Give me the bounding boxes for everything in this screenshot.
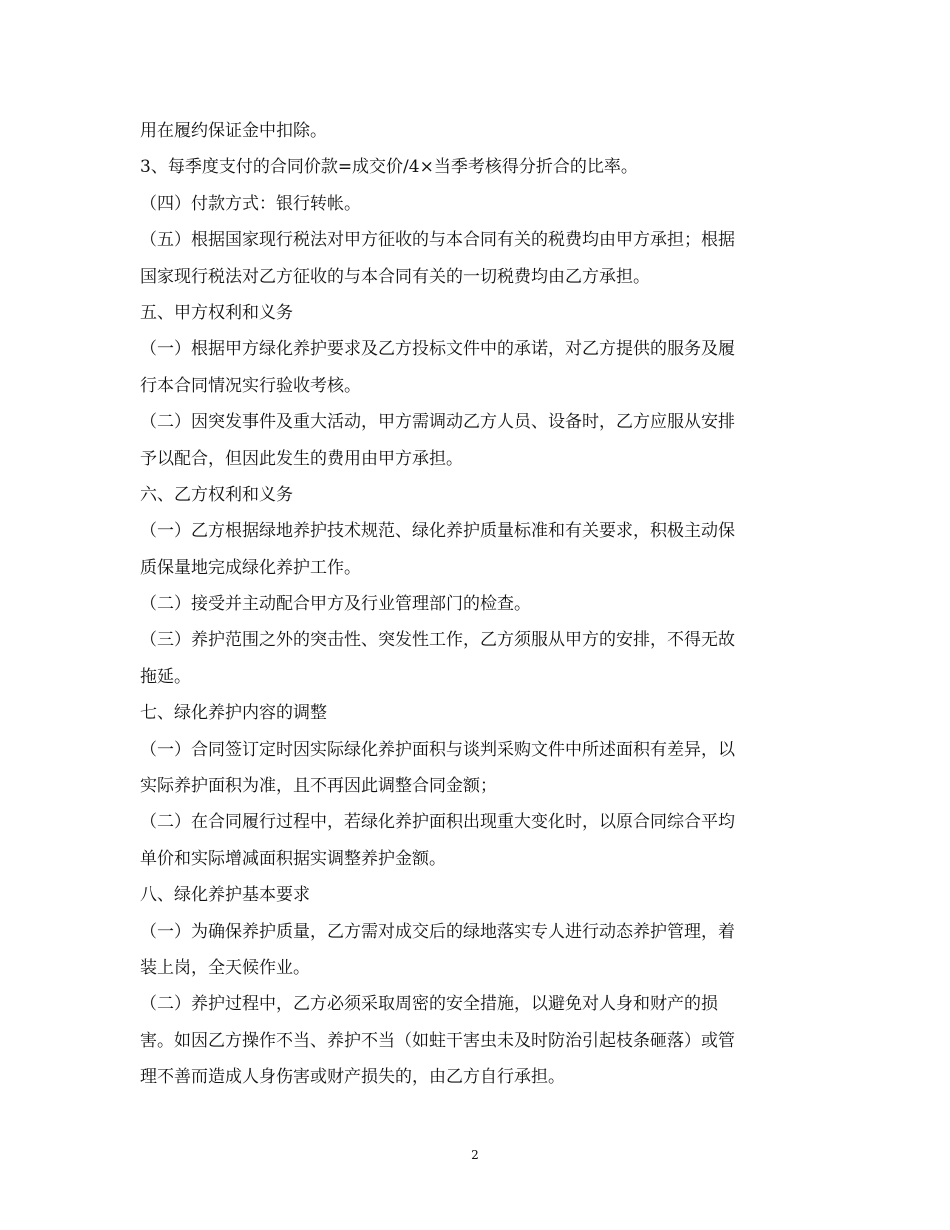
section-heading: 六、乙方权利和义务 — [140, 484, 293, 505]
section-heading: 八、绿化养护基本要求 — [140, 885, 310, 906]
text-line: 质保量地完成绿化养护工作。 — [140, 557, 361, 578]
text-line: 实际养护面积为准，且不再因此调整合同金额； — [140, 776, 497, 797]
text-line: 用在履约保证金中扣除。 — [140, 121, 327, 141]
text-line: （一）合同签订定时因实际绿化养护面积与谈判采购文件中所述面积有差异，以 — [140, 739, 735, 760]
section-heading: 五、甲方权利和义务 — [140, 302, 293, 323]
text-line: （四）付款方式：银行转帐。 — [140, 193, 361, 214]
text-line: （二）因突发事件及重大活动，甲方需调动乙方人员、设备时，乙方应服从安排 — [140, 412, 735, 433]
text-line: 理不善而造成人身伤害或财产损失的，由乙方自行承担。 — [140, 1067, 565, 1088]
text-line: （三）养护范围之外的突击性、突发性工作，乙方须服从甲方的安排，不得无故 — [140, 630, 735, 651]
text-line: （一）乙方根据绿地养护技术规范、绿化养护质量标准和有关要求，积极主动保 — [140, 521, 735, 542]
text-line: 行本合同情况实行验收考核。 — [140, 375, 361, 396]
text-line: （一）为确保养护质量，乙方需对成交后的绿地落实专人进行动态养护管理，着 — [140, 921, 735, 942]
text-line: 拖延。 — [140, 666, 191, 687]
text-line: 3、每季度支付的合同价款=成交价/4×当季考核得分折合的比率。 — [140, 157, 638, 178]
body-text — [140, 113, 810, 1096]
text-line: 装上岗，全天候作业。 — [140, 957, 310, 978]
text-line: （二）接受并主动配合甲方及行业管理部门的检查。 — [140, 594, 531, 615]
page-number: 2 — [471, 1148, 479, 1162]
text-line: （一）根据甲方绿化养护要求及乙方投标文件中的承诺，对乙方提供的服务及履 — [140, 339, 735, 360]
text-line: （二）在合同履行过程中，若绿化养护面积出现重大变化时，以原合同综合平均 — [140, 812, 735, 833]
text-line: 国家现行税法对乙方征收的与本合同有关的一切税费均由乙方承担。 — [140, 266, 650, 287]
text-line: （五）根据国家现行税法对甲方征收的与本合同有关的税费均由甲方承担；根据 — [140, 230, 735, 251]
text-line: 单价和实际增减面积据实调整养护金额。 — [140, 848, 446, 869]
section-heading: 七、绿化养护内容的调整 — [140, 703, 327, 724]
text-line: 予以配合，但因此发生的费用由甲方承担。 — [140, 448, 463, 469]
text-line: 害。如因乙方操作不当、养护不当（如蛀干害虫未及时防治引起枝条砸落）或管 — [140, 1030, 735, 1051]
text-line: （二）养护过程中，乙方必须采取周密的安全措施，以避免对人身和财产的损 — [140, 994, 718, 1015]
